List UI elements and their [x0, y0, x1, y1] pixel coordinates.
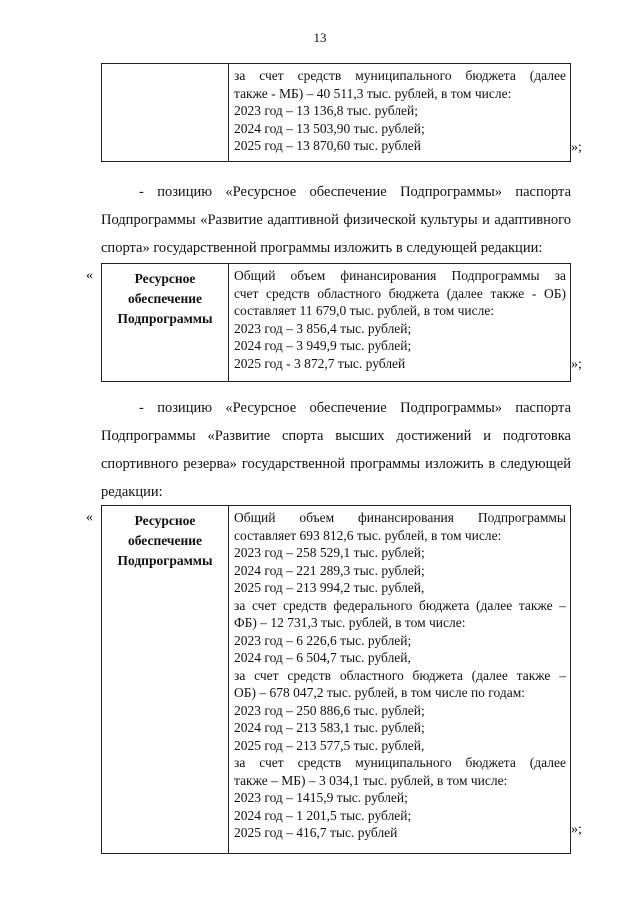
resource-line: 2023 год – 1415,9 тыс. рублей;	[234, 790, 408, 805]
page-number: 13	[313, 30, 327, 45]
paragraph-line: Подпрограммы «Развитие спорта высших достижений и подготовка	[101, 428, 571, 444]
closing-quote-mark: »;	[571, 357, 582, 372]
resource-line: 2025 год - 3 872,7 тыс. рублей	[234, 355, 406, 371]
resource-line: 2024 год – 6 504,7 тыс. рублей,	[234, 650, 411, 665]
table-top-content-cell	[229, 64, 571, 162]
resource-label-cell	[102, 264, 229, 382]
resource-label-line: Подпрограммы	[117, 553, 213, 568]
paragraph-line: - позицию «Ресурсное обеспечение Подпрограммы» паспорта	[139, 400, 571, 416]
resource-line: 2024 год – 1 201,5 тыс. рублей;	[234, 807, 412, 823]
resource-line: 2024 год – 221 289,3 тыс. рублей;	[234, 562, 425, 578]
resource-line: 2024 год – 213 583,1 тыс. рублей;	[234, 720, 425, 735]
table-top-line: за счет средств муниципального бюджета (далее	[234, 68, 566, 83]
resource-content-cell	[229, 506, 571, 854]
resource-line: 2024 год – 3 949,9 тыс. рублей;	[234, 338, 412, 353]
resource-line: за счет средств федерального бюджета (далее также –	[234, 597, 566, 613]
resource-content-cell	[229, 264, 571, 382]
resource-label-line: обеспечение	[127, 291, 203, 306]
resource-label-line: Ресурсное	[134, 513, 196, 528]
opening-quote-mark: «	[86, 268, 93, 283]
resource-label-line: Ресурсное	[134, 271, 196, 286]
table-top-continuation	[101, 63, 571, 162]
resource-line: Общий объем финансирования Подпрограммы	[234, 510, 566, 525]
closing-quote-mark: »;	[571, 140, 582, 155]
paragraph-line: - позицию «Ресурсное обеспечение Подпрограммы» паспорта	[139, 184, 571, 200]
resource-line: 2023 год – 6 226,6 тыс. рублей;	[234, 632, 412, 648]
paragraph-line: Подпрограммы «Развитие адаптивной физической культуры и адаптивного	[101, 212, 571, 228]
paragraph-line: спортивного резерва» государственной программы изложить в следующей	[101, 456, 571, 472]
table-top-line: 2023 год – 13 136,8 тыс. рублей;	[234, 103, 419, 118]
resource-line: 2023 год – 250 886,6 тыс. рублей;	[234, 702, 425, 718]
resource-line: ФБ) – 12 731,3 тыс. рублей, в том числе:	[234, 615, 466, 630]
resource-label-line: обеспечение	[127, 533, 203, 548]
resource-line: ОБ) – 678 047,2 тыс. рублей, в том числе по годам:	[234, 685, 526, 700]
resource-line: также – МБ) – 3 034,1 тыс. рублей, в том числе:	[234, 772, 508, 788]
paragraph-line: редакции:	[101, 484, 163, 500]
paragraph-adaptive-sport	[101, 178, 571, 262]
resource-line: 2025 год – 213 577,5 тыс. рублей,	[234, 737, 425, 753]
resource-line: счет средств областного бюджета (далее также - ОБ)	[234, 285, 566, 301]
resource-label-cell	[102, 506, 229, 854]
resource-line: 2023 год – 258 529,1 тыс. рублей;	[234, 545, 425, 560]
table-top-label-cell	[102, 64, 229, 162]
opening-quote-mark: «	[86, 510, 93, 525]
resource-line: за счет средств муниципального бюджета (далее	[234, 755, 566, 770]
resource-line: 2025 год – 213 994,2 тыс. рублей,	[234, 580, 425, 595]
resource-line: за счет средств областного бюджета (далее также –	[234, 667, 566, 683]
table-top-line: 2025 год – 13 870,60 тыс. рублей	[234, 138, 422, 153]
table-top-line: 2024 год – 13 503,90 тыс. рублей;	[234, 120, 425, 136]
resource-label-line: Подпрограммы	[117, 311, 213, 326]
resource-line: Общий объем финансирования Подпрограммы за	[234, 268, 566, 283]
paragraph-elite-sport	[101, 394, 571, 506]
resource-line: составляет 11 679,0 тыс. рублей, в том числе:	[234, 303, 495, 318]
resource-line: составляет 693 812,6 тыс. рублей, в том числе:	[234, 527, 502, 543]
resource-line: 2025 год – 416,7 тыс. рублей	[234, 825, 398, 840]
closing-quote-mark: »;	[571, 822, 582, 837]
table-top-line: также - МБ) – 40 511,3 тыс. рублей, в том числе:	[234, 85, 512, 101]
resource-line: 2023 год – 3 856,4 тыс. рублей;	[234, 320, 412, 336]
table-resource-elite	[101, 505, 571, 854]
paragraph-line: спорта» государственной программы изложить в следующей редакции:	[101, 240, 543, 256]
table-resource-adaptive	[101, 263, 571, 382]
